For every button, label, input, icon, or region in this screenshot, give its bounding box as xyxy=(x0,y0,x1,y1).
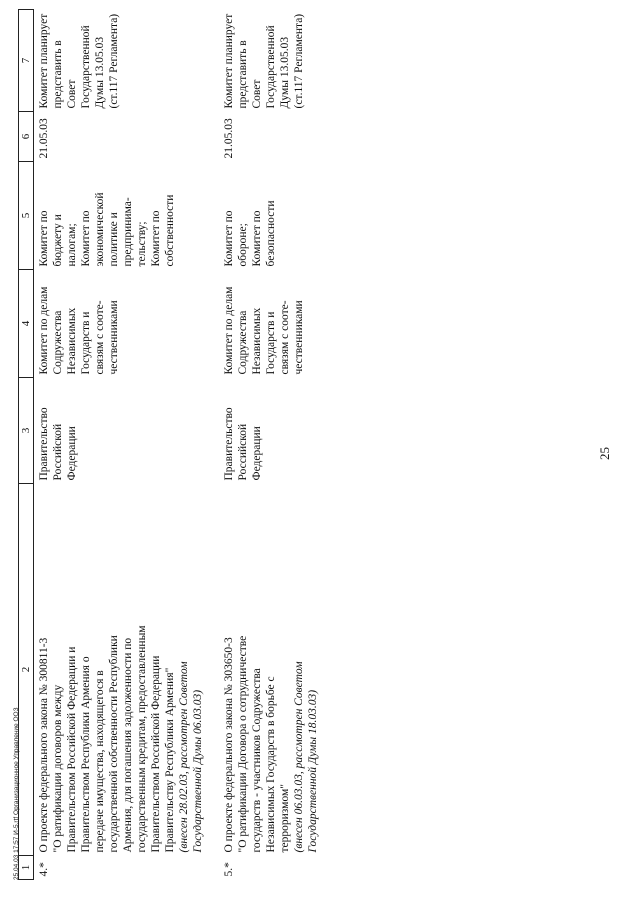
header-col-1: 1 xyxy=(19,856,34,880)
bill-description-line: государств - участников Содружества xyxy=(251,668,263,853)
submitted-by-line: Федерации xyxy=(251,426,263,481)
bill-description-note-line: Государственной Думы 18.03.03) xyxy=(307,689,319,853)
co-executor-committees-line: Комитет по xyxy=(223,210,235,267)
co-executor-committees xyxy=(219,162,362,270)
responsible-committee-line: связям с соотe- xyxy=(94,300,106,375)
submitted-by-line: Российской xyxy=(237,423,249,481)
responsible-committee-line: Государств и xyxy=(265,311,277,375)
bill-description-note-line: (внесен 06.03.03, рассмотрен Советом xyxy=(293,661,305,853)
responsible-committee-line: Независимых xyxy=(251,307,263,375)
header-col-5: 5 xyxy=(19,162,34,270)
submitted-by-line: Правительство xyxy=(223,407,235,481)
co-executor-committees-line: Комитет по xyxy=(38,210,50,267)
committee-note-line: (ст.117 Регламента) xyxy=(108,13,120,109)
committee-note-line: Комитет планирует xyxy=(38,13,50,109)
responsible-committee-line: Комитет по делам xyxy=(38,286,50,375)
page-number: 25 xyxy=(597,447,612,460)
bill-description-line: "О ратификации договоров между xyxy=(52,684,64,853)
committee-note-line: представить в Совет xyxy=(237,40,263,109)
co-executor-committees-line: налогам; xyxy=(66,223,78,267)
co-executor-committees-line: экономической xyxy=(94,192,106,267)
co-executor-committees-line: безопасности xyxy=(265,200,277,267)
date-cell: 21.05.03 xyxy=(223,118,235,159)
committee-note-line: Комитет планирует xyxy=(223,13,235,109)
responsible-committee-line: чественниками xyxy=(293,300,305,375)
committee-note-line: Думы 13.05.03 xyxy=(94,36,106,109)
responsible-committee xyxy=(34,270,220,378)
committee-note-line: Государственной xyxy=(265,25,277,109)
bill-description-line: Правительством Республики Армения о xyxy=(80,656,92,853)
row-number: 5.* xyxy=(223,862,235,877)
bill-description-line: государственным кредитам, предоставленным xyxy=(136,625,148,853)
table-row xyxy=(34,10,220,880)
header-col-7: 7 xyxy=(19,10,34,112)
bill-description-line: Правительству Республики Армения" xyxy=(164,667,176,853)
bill-description xyxy=(219,484,362,856)
bill-description-line: Правительством Российской Федерации xyxy=(150,655,162,853)
submitted-by xyxy=(219,378,362,484)
bill-description-line: "О ратификации Договора о сотрудничестве xyxy=(237,635,249,853)
header-col-6: 6 xyxy=(19,112,34,162)
responsible-committee-line: Независимых xyxy=(66,307,78,375)
bill-description-line: передаче имущества, находящегося в xyxy=(94,670,106,853)
committee-note xyxy=(34,10,220,112)
bill-description-line: терроризмом" xyxy=(279,784,291,853)
responsible-committee-line: Содружества xyxy=(237,310,249,375)
co-executor-committees-line: обороне; xyxy=(237,223,249,267)
responsible-committee xyxy=(219,270,362,378)
table-row xyxy=(219,10,362,880)
agenda-table xyxy=(18,9,362,880)
co-executor-committees-line: Комитет по xyxy=(150,210,162,267)
committee-note-line: представить в Совет xyxy=(52,40,78,109)
bill-description-line: Армения, для погашения задолженности по xyxy=(122,637,134,853)
bill-description-line: Независимых Государств в борьбе с xyxy=(265,676,277,853)
bill-description-line: Правительством Российской Федерации и xyxy=(66,646,78,853)
co-executor-committees-line: тельству; xyxy=(136,221,148,267)
bill-description-line: О проекте федерального закона № 303650-3 xyxy=(223,637,235,853)
co-executor-committees-line: собственности xyxy=(164,194,176,267)
submitted-by-line: Федерации xyxy=(66,426,78,481)
bill-description-line: государственной собственности Республики xyxy=(108,635,120,853)
row-number: 4.* xyxy=(38,862,50,877)
bill-description-line: О проекте федерального закона № 300811-3 xyxy=(38,637,50,853)
co-executor-committees-line: бюджету и xyxy=(52,214,64,267)
co-executor-committees-line: Комитет по xyxy=(251,210,263,267)
header-col-2: 2 xyxy=(19,484,34,856)
document-footer: 25.04.03 17:57 И-5.rtf Организационное Управление ООЗ xyxy=(13,707,20,880)
responsible-committee-line: Комитет по делам xyxy=(223,286,235,375)
date-cell: 21.05.03 xyxy=(38,118,50,159)
responsible-committee-line: Государств и xyxy=(80,311,92,375)
submitted-by-line: Правительство xyxy=(38,407,50,481)
header-col-3: 3 xyxy=(19,378,34,484)
submitted-by-line: Российской xyxy=(52,423,64,481)
header-col-4: 4 xyxy=(19,270,34,378)
header-row xyxy=(19,10,34,880)
submitted-by xyxy=(34,378,220,484)
bill-description xyxy=(34,484,220,856)
co-executor-committees xyxy=(34,162,220,270)
co-executor-committees-line: Комитет по xyxy=(80,210,92,267)
responsible-committee-line: Содружества xyxy=(52,310,64,375)
bill-description-note-line: Государственной Думы 06.03.03) xyxy=(192,689,204,853)
committee-note-line: Думы 13.05.03 xyxy=(279,36,291,109)
bill-description-note-line: (внесен 28.02.03, рассмотрен Советом xyxy=(178,661,190,853)
committee-note-line: (ст.117 Регламента) xyxy=(293,13,305,109)
committee-note-line: Государственной xyxy=(80,25,92,109)
responsible-committee-line: связям с соотe- xyxy=(279,300,291,375)
co-executor-committees-line: предпринима- xyxy=(122,197,134,267)
committee-note xyxy=(219,10,362,112)
co-executor-committees-line: политике и xyxy=(108,212,120,267)
responsible-committee-line: чественниками xyxy=(108,300,120,375)
